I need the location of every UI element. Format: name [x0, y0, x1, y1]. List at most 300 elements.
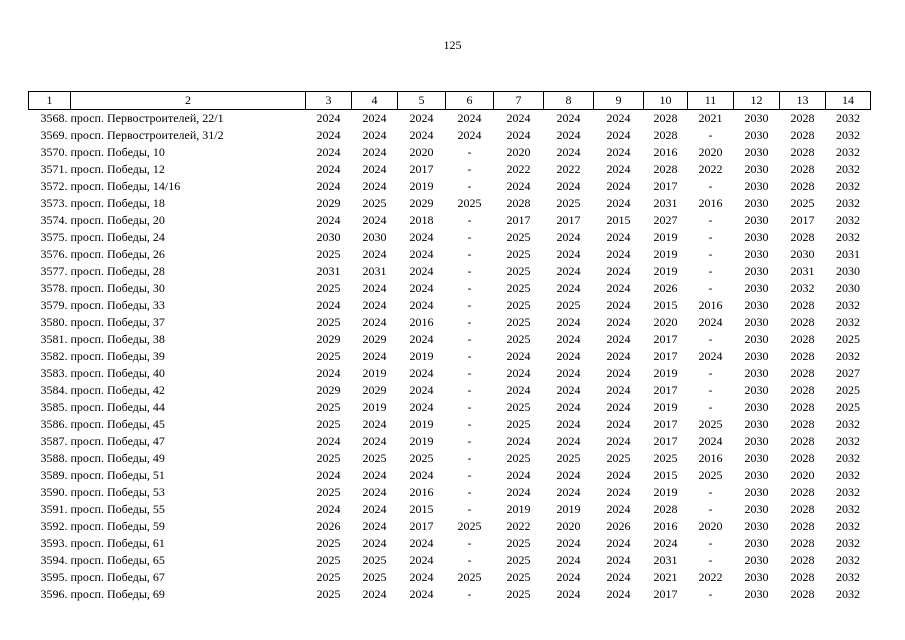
row-address: просп. Победы, 12 [70, 162, 165, 176]
row-value-col-10: 2016 [653, 519, 678, 533]
row-value-col-6: - [467, 451, 472, 465]
row-value-col-7: 2025 [506, 315, 531, 329]
row-value-col-11: 2024 [698, 315, 723, 329]
table-row [29, 365, 871, 382]
row-number: 3595. [40, 570, 68, 584]
row-value-col-3: 2025 [316, 485, 341, 499]
row-value-col-11: 2025 [698, 468, 723, 482]
row-value-col-3: 2024 [316, 502, 341, 516]
row-value-col-12: 2030 [744, 145, 769, 159]
row-value-col-10: 2020 [653, 315, 678, 329]
row-value-col-14: 2032 [836, 434, 860, 448]
row-value-col-13: 2028 [790, 111, 815, 125]
row-value-col-9: 2024 [606, 264, 631, 278]
row-value-col-3: 2024 [316, 298, 341, 312]
row-value-col-12: 2030 [744, 400, 769, 414]
row-value-col-11: - [708, 536, 713, 550]
row-value-col-14: 2025 [836, 332, 860, 346]
row-value-col-7: 2024 [506, 468, 531, 482]
row-value-col-13: 2028 [790, 315, 815, 329]
row-value-col-12: 2030 [744, 281, 769, 295]
row-number: 3590. [40, 485, 68, 499]
row-value-col-5: 2018 [409, 213, 434, 227]
row-value-col-6: 2025 [457, 196, 482, 210]
column-header-9: 9 [594, 92, 644, 110]
row-value-col-8: 2024 [556, 315, 581, 329]
row-value-col-4: 2025 [362, 570, 387, 584]
row-value-col-13: 2028 [790, 230, 815, 244]
row-value-col-5: 2025 [409, 451, 434, 465]
row-value-col-12: 2030 [744, 417, 769, 431]
row-value-col-12: 2030 [744, 196, 769, 210]
row-value-col-7: 2019 [506, 502, 531, 516]
row-value-col-5: 2024 [409, 264, 434, 278]
row-value-col-8: 2024 [556, 417, 581, 431]
row-value-col-4: 2029 [362, 383, 387, 397]
row-value-col-5: 2024 [409, 570, 434, 584]
row-value-col-8: 2024 [556, 264, 581, 278]
table-row [29, 212, 871, 229]
row-value-col-9: 2024 [606, 298, 631, 312]
row-value-col-9: 2024 [606, 128, 631, 142]
row-value-col-9: 2024 [606, 502, 631, 516]
row-value-col-3: 2025 [316, 247, 341, 261]
row-value-col-6: - [467, 417, 472, 431]
row-value-col-3: 2024 [316, 145, 341, 159]
row-value-col-10: 2027 [653, 213, 678, 227]
table-row [29, 314, 871, 331]
row-value-col-7: 2025 [506, 400, 531, 414]
row-value-col-14: 2032 [836, 417, 860, 431]
row-address: просп. Победы, 39 [70, 349, 165, 363]
row-value-col-8: 2022 [556, 162, 581, 176]
row-value-col-6: - [467, 213, 472, 227]
row-value-col-3: 2025 [316, 587, 341, 601]
row-value-col-9: 2024 [606, 349, 631, 363]
row-value-col-4: 2025 [362, 553, 387, 567]
row-value-col-10: 2017 [653, 434, 678, 448]
row-value-col-11: - [708, 247, 713, 261]
row-value-col-6: - [467, 400, 472, 414]
row-value-col-3: 2029 [316, 196, 341, 210]
row-value-col-6: - [467, 230, 472, 244]
row-value-col-10: 2017 [653, 179, 678, 193]
row-address: просп. Победы, 44 [70, 400, 165, 414]
row-value-col-7: 2024 [506, 366, 531, 380]
row-value-col-7: 2024 [506, 111, 531, 125]
row-value-col-14: 2032 [836, 536, 860, 550]
row-address: просп. Победы, 33 [70, 298, 165, 312]
row-value-col-9: 2026 [606, 519, 631, 533]
row-value-col-6: - [467, 587, 472, 601]
row-value-col-6: - [467, 145, 472, 159]
row-value-col-11: 2016 [698, 298, 723, 312]
row-value-col-12: 2030 [744, 179, 769, 193]
row-value-col-13: 2032 [790, 281, 815, 295]
row-value-col-10: 2028 [653, 128, 678, 142]
row-address: просп. Победы, 45 [70, 417, 165, 431]
row-number: 3575. [40, 230, 68, 244]
row-value-col-8: 2024 [556, 468, 581, 482]
row-value-col-13: 2028 [790, 128, 815, 142]
column-header-2: 2 [71, 92, 306, 110]
row-number: 3585. [40, 400, 68, 414]
row-value-col-14: 2025 [836, 383, 860, 397]
row-value-col-12: 2030 [744, 332, 769, 346]
row-value-col-8: 2024 [556, 128, 581, 142]
row-value-col-5: 2016 [409, 485, 434, 499]
row-address: просп. Победы, 61 [70, 536, 165, 550]
row-number: 3584. [40, 383, 68, 397]
row-address: просп. Победы, 28 [70, 264, 165, 278]
row-value-col-4: 2024 [362, 111, 387, 125]
row-value-col-3: 2024 [316, 162, 341, 176]
row-value-col-13: 2028 [790, 451, 815, 465]
row-value-col-9: 2024 [606, 383, 631, 397]
table-row [29, 144, 871, 161]
row-value-col-12: 2030 [744, 264, 769, 278]
row-value-col-14: 2030 [836, 281, 860, 295]
row-value-col-13: 2028 [790, 536, 815, 550]
row-value-col-10: 2015 [653, 468, 678, 482]
row-value-col-8: 2025 [556, 451, 581, 465]
row-value-col-5: 2017 [409, 162, 434, 176]
row-value-col-4: 2019 [362, 366, 387, 380]
row-value-col-5: 2024 [409, 400, 434, 414]
table-row [29, 501, 871, 518]
table-body [29, 92, 871, 604]
row-value-col-4: 2025 [362, 451, 387, 465]
row-value-col-9: 2024 [606, 553, 631, 567]
row-value-col-14: 2032 [836, 128, 860, 142]
column-header-3: 3 [306, 92, 352, 110]
row-value-col-9: 2024 [606, 162, 631, 176]
table-row [29, 382, 871, 399]
row-value-col-3: 2024 [316, 366, 341, 380]
table-row [29, 586, 871, 603]
row-value-col-12: 2030 [744, 519, 769, 533]
row-value-col-12: 2030 [744, 162, 769, 176]
row-value-col-3: 2024 [316, 128, 341, 142]
row-number: 3581. [40, 332, 68, 346]
row-value-col-6: - [467, 315, 472, 329]
row-value-col-8: 2024 [556, 553, 581, 567]
row-value-col-7: 2024 [506, 349, 531, 363]
column-header-12: 12 [734, 92, 780, 110]
column-header-1: 1 [29, 92, 71, 110]
row-address: просп. Победы, 18 [70, 196, 165, 210]
row-value-col-13: 2031 [790, 264, 815, 278]
row-value-col-13: 2028 [790, 553, 815, 567]
table-row [29, 433, 871, 450]
row-number: 3571. [40, 162, 68, 176]
row-value-col-4: 2024 [362, 485, 387, 499]
row-value-col-10: 2031 [653, 553, 678, 567]
row-value-col-14: 2025 [836, 400, 860, 414]
row-value-col-11: 2016 [698, 196, 723, 210]
row-value-col-5: 2019 [409, 434, 434, 448]
row-value-col-5: 2024 [409, 332, 434, 346]
row-value-col-4: 2024 [362, 128, 387, 142]
row-value-col-14: 2032 [836, 570, 860, 584]
row-value-col-6: - [467, 298, 472, 312]
row-value-col-4: 2024 [362, 281, 387, 295]
row-value-col-4: 2024 [362, 587, 387, 601]
row-value-col-10: 2028 [653, 502, 678, 516]
row-value-col-3: 2025 [316, 553, 341, 567]
row-value-col-8: 2025 [556, 196, 581, 210]
table-row [29, 484, 871, 501]
row-value-col-12: 2030 [744, 213, 769, 227]
table-row [29, 161, 871, 178]
table-row [29, 280, 871, 297]
row-value-col-12: 2030 [744, 536, 769, 550]
row-value-col-11: - [708, 179, 713, 193]
row-value-col-8: 2019 [556, 502, 581, 516]
row-value-col-3: 2024 [316, 434, 341, 448]
row-value-col-13: 2028 [790, 519, 815, 533]
row-value-col-13: 2028 [790, 179, 815, 193]
row-value-col-3: 2025 [316, 536, 341, 550]
row-value-col-5: 2029 [409, 196, 434, 210]
row-value-col-7: 2025 [506, 553, 531, 567]
row-value-col-4: 2024 [362, 298, 387, 312]
row-number: 3589. [40, 468, 68, 482]
table-row [29, 178, 871, 195]
row-value-col-10: 2025 [653, 451, 678, 465]
row-value-col-9: 2024 [606, 536, 631, 550]
row-value-col-9: 2024 [606, 247, 631, 261]
row-value-col-14: 2032 [836, 145, 860, 159]
row-value-col-14: 2032 [836, 315, 860, 329]
row-value-col-5: 2024 [409, 111, 434, 125]
row-value-col-10: 2019 [653, 485, 678, 499]
row-value-col-10: 2028 [653, 111, 678, 125]
row-value-col-13: 2028 [790, 417, 815, 431]
row-number: 3568. [40, 111, 68, 125]
row-value-col-9: 2024 [606, 332, 631, 346]
page-number: 125 [443, 38, 462, 52]
row-address: просп. Победы, 59 [70, 519, 165, 533]
row-number: 3594. [40, 553, 68, 567]
row-number: 3577. [40, 264, 68, 278]
row-value-col-13: 2028 [790, 587, 815, 601]
row-value-col-13: 2028 [790, 502, 815, 516]
row-value-col-4: 2024 [362, 179, 387, 193]
row-value-col-11: - [708, 400, 713, 414]
table-row [29, 399, 871, 416]
column-header-11: 11 [688, 92, 734, 110]
row-value-col-6: - [467, 281, 472, 295]
row-address: просп. Победы, 26 [70, 247, 165, 261]
row-value-col-5: 2016 [409, 315, 434, 329]
row-value-col-3: 2025 [316, 400, 341, 414]
row-value-col-7: 2025 [506, 451, 531, 465]
table-row [29, 246, 871, 263]
row-value-col-14: 2031 [836, 247, 860, 261]
row-value-col-4: 2024 [362, 468, 387, 482]
row-value-col-12: 2030 [744, 298, 769, 312]
row-value-col-10: 2017 [653, 587, 678, 601]
row-value-col-4: 2025 [362, 196, 387, 210]
row-value-col-11: - [708, 502, 713, 516]
row-value-col-3: 2024 [316, 468, 341, 482]
row-number: 3592. [40, 519, 68, 533]
row-value-col-12: 2030 [744, 128, 769, 142]
row-value-col-7: 2024 [506, 128, 531, 142]
row-value-col-5: 2020 [409, 145, 434, 159]
row-value-col-6: - [467, 247, 472, 261]
row-value-col-14: 2032 [836, 587, 860, 601]
row-value-col-3: 2025 [316, 451, 341, 465]
row-value-col-5: 2024 [409, 247, 434, 261]
row-value-col-7: 2024 [506, 485, 531, 499]
row-value-col-9: 2024 [606, 468, 631, 482]
row-value-col-11: - [708, 281, 713, 295]
row-value-col-11: - [708, 230, 713, 244]
row-value-col-5: 2024 [409, 230, 434, 244]
row-value-col-4: 2024 [362, 247, 387, 261]
row-value-col-8: 2025 [556, 298, 581, 312]
table-row [29, 535, 871, 552]
row-value-col-13: 2028 [790, 485, 815, 499]
row-value-col-7: 2025 [506, 570, 531, 584]
row-value-col-9: 2024 [606, 485, 631, 499]
row-value-col-13: 2030 [790, 247, 815, 261]
row-value-col-8: 2024 [556, 349, 581, 363]
row-value-col-3: 2024 [316, 111, 341, 125]
row-value-col-13: 2028 [790, 332, 815, 346]
row-value-col-4: 2030 [362, 230, 387, 244]
column-header-10: 10 [644, 92, 688, 110]
row-value-col-10: 2019 [653, 366, 678, 380]
row-value-col-10: 2024 [653, 536, 678, 550]
row-value-col-5: 2019 [409, 179, 434, 193]
row-value-col-7: 2025 [506, 536, 531, 550]
row-value-col-8: 2024 [556, 400, 581, 414]
row-value-col-7: 2017 [506, 213, 531, 227]
row-value-col-11: 2025 [698, 417, 723, 431]
row-value-col-9: 2024 [606, 281, 631, 295]
row-value-col-6: - [467, 502, 472, 516]
row-value-col-8: 2024 [556, 179, 581, 193]
row-value-col-10: 2017 [653, 332, 678, 346]
table-row [29, 127, 871, 144]
row-value-col-14: 2032 [836, 519, 860, 533]
row-value-col-4: 2024 [362, 417, 387, 431]
row-value-col-7: 2020 [506, 145, 531, 159]
table-row [29, 450, 871, 467]
row-value-col-13: 2028 [790, 366, 815, 380]
row-address: просп. Победы, 38 [70, 332, 165, 346]
row-value-col-4: 2019 [362, 400, 387, 414]
row-value-col-8: 2024 [556, 570, 581, 584]
row-value-col-10: 2016 [653, 145, 678, 159]
row-value-col-14: 2032 [836, 213, 860, 227]
row-value-col-12: 2030 [744, 434, 769, 448]
row-number: 3579. [40, 298, 68, 312]
row-value-col-14: 2032 [836, 485, 860, 499]
row-value-col-5: 2024 [409, 298, 434, 312]
row-address: просп. Победы, 10 [70, 145, 165, 159]
row-value-col-12: 2030 [744, 349, 769, 363]
row-address: просп. Победы, 20 [70, 213, 165, 227]
row-value-col-5: 2019 [409, 349, 434, 363]
row-value-col-3: 2030 [316, 230, 341, 244]
row-value-col-8: 2024 [556, 434, 581, 448]
row-value-col-3: 2024 [316, 179, 341, 193]
row-value-col-14: 2032 [836, 553, 860, 567]
row-value-col-8: 2024 [556, 230, 581, 244]
row-value-col-12: 2030 [744, 315, 769, 329]
row-value-col-6: - [467, 162, 472, 176]
row-value-col-13: 2028 [790, 298, 815, 312]
row-value-col-6: - [467, 553, 472, 567]
row-value-col-7: 2022 [506, 162, 531, 176]
row-value-col-5: 2017 [409, 519, 434, 533]
table-row [29, 229, 871, 246]
row-value-col-5: 2024 [409, 536, 434, 550]
row-number: 3591. [40, 502, 68, 516]
row-value-col-3: 2029 [316, 383, 341, 397]
row-value-col-7: 2024 [506, 434, 531, 448]
row-value-col-6: - [467, 366, 472, 380]
row-number: 3574. [40, 213, 68, 227]
row-address: просп. Победы, 40 [70, 366, 165, 380]
row-number: 3570. [40, 145, 68, 159]
row-value-col-8: 2024 [556, 536, 581, 550]
row-value-col-5: 2024 [409, 553, 434, 567]
row-address: просп. Победы, 42 [70, 383, 165, 397]
row-value-col-8: 2017 [556, 213, 581, 227]
row-value-col-9: 2024 [606, 587, 631, 601]
row-value-col-13: 2028 [790, 145, 815, 159]
row-value-col-4: 2024 [362, 536, 387, 550]
row-value-col-12: 2030 [744, 587, 769, 601]
row-value-col-8: 2024 [556, 145, 581, 159]
row-value-col-5: 2015 [409, 502, 434, 516]
row-value-col-11: 2022 [698, 570, 723, 584]
row-value-col-4: 2024 [362, 434, 387, 448]
row-value-col-14: 2032 [836, 298, 860, 312]
row-value-col-3: 2024 [316, 213, 341, 227]
row-address: просп. Победы, 55 [70, 502, 165, 516]
column-header-5: 5 [398, 92, 446, 110]
row-value-col-11: - [708, 553, 713, 567]
row-value-col-9: 2024 [606, 366, 631, 380]
row-value-col-9: 2024 [606, 570, 631, 584]
row-value-col-8: 2024 [556, 332, 581, 346]
row-value-col-10: 2015 [653, 298, 678, 312]
column-header-7: 7 [494, 92, 544, 110]
row-value-col-8: 2024 [556, 587, 581, 601]
row-value-col-12: 2030 [744, 366, 769, 380]
row-value-col-10: 2026 [653, 281, 678, 295]
row-value-col-8: 2024 [556, 111, 581, 125]
row-address: просп. Победы, 65 [70, 553, 165, 567]
row-value-col-14: 2032 [836, 468, 860, 482]
row-value-col-5: 2019 [409, 417, 434, 431]
row-value-col-14: 2032 [836, 349, 860, 363]
row-value-col-14: 2032 [836, 230, 860, 244]
row-value-col-14: 2027 [836, 366, 860, 380]
row-value-col-10: 2019 [653, 247, 678, 261]
row-address: просп. Победы, 51 [70, 468, 165, 482]
row-value-col-6: 2025 [457, 519, 482, 533]
row-value-col-7: 2025 [506, 247, 531, 261]
row-value-col-12: 2030 [744, 111, 769, 125]
row-value-col-7: 2025 [506, 281, 531, 295]
